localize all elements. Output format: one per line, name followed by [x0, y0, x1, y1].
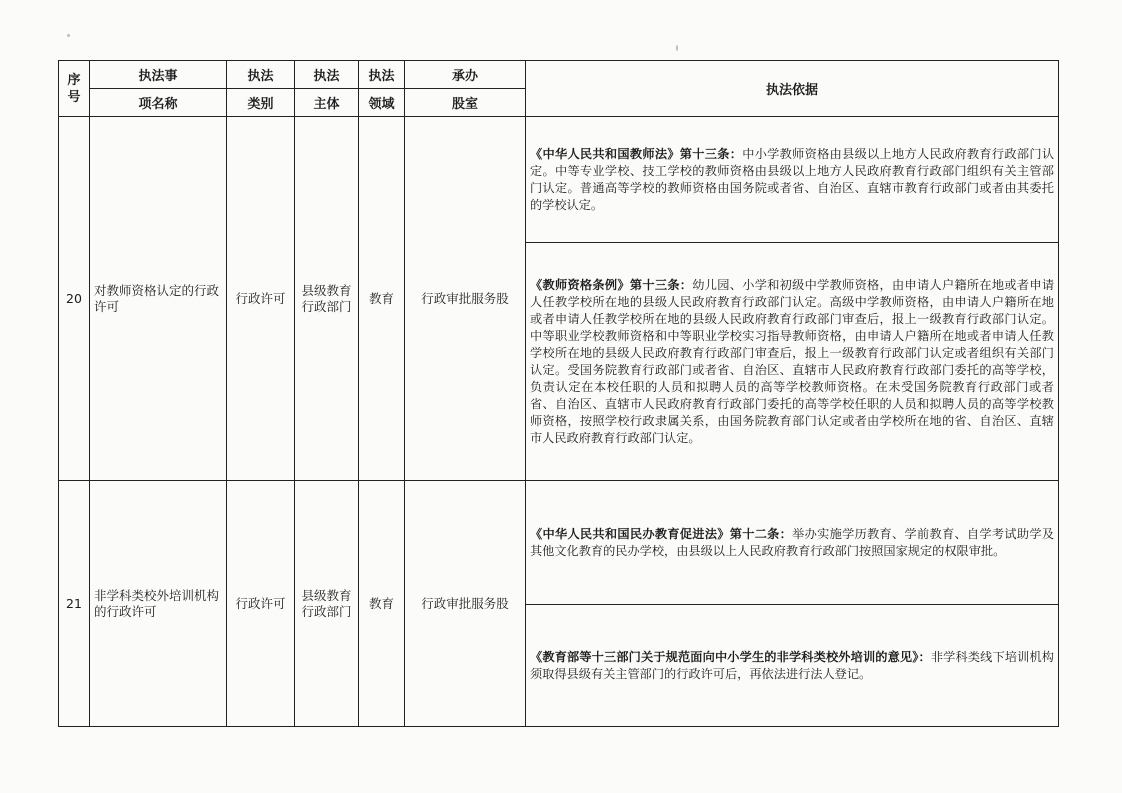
scan-speck	[67, 34, 70, 37]
row-category: 行政许可	[227, 481, 295, 727]
row-seq: 21	[59, 481, 90, 727]
basis-text: 中小学教师资格由县级以上地方人民政府教育行政部门认定。中等专业学校、技工学校的教师资格由县级以上地方人民政府教育行政部门组织有关主管部门认定。普通高等学校的教师资格由国务院或者省、自治区、直辖市教育行政部门或者由其委托的学校认定。	[530, 146, 1055, 212]
table-row	[59, 117, 1059, 243]
basis-text: 举办实施学历教育、学前教育、自学考试助学及其他文化教育的民办学校，由县级以上人民政府教育行政部门按照国家规定的权限审批。	[530, 526, 1055, 558]
header-seq-top: 序	[67, 72, 81, 88]
basis-clause	[526, 117, 1059, 243]
row-category: 行政许可	[227, 117, 295, 481]
basis-clause	[526, 481, 1059, 605]
row-seq: 20	[59, 117, 90, 481]
law-enforcement-table	[58, 60, 1059, 727]
row-subject: 县级教育行政部门	[295, 481, 359, 727]
row-dept: 行政审批服务股	[405, 481, 526, 727]
header-basis: 执法依据	[526, 61, 1059, 117]
header-dept-top: 承办	[405, 61, 526, 89]
header-dept-bottom: 股室	[405, 89, 526, 117]
header-item-top: 执法事	[90, 61, 227, 89]
row-dept: 行政审批服务股	[405, 117, 526, 481]
header-category-top: 执法	[227, 61, 295, 89]
header-item-bottom: 项名称	[90, 89, 227, 117]
basis-text: 非学科类线下培训机构须取得县级有关主管部门的行政许可后，再依法进行法人登记。	[530, 649, 1054, 681]
row-item-name: 对教师资格认定的行政许可	[90, 117, 227, 481]
basis-clause	[526, 243, 1059, 481]
row-field: 教育	[359, 117, 405, 481]
header-row-top	[59, 61, 1059, 89]
header-seq	[59, 61, 90, 117]
basis-clause	[526, 605, 1059, 727]
header-subject-top: 执法	[295, 61, 359, 89]
header-category-bottom: 类别	[227, 89, 295, 117]
row-field: 教育	[359, 481, 405, 727]
scan-speck	[676, 45, 678, 51]
table-row	[59, 481, 1059, 605]
header-subject-bottom: 主体	[295, 89, 359, 117]
header-seq-bottom: 号	[67, 89, 81, 105]
basis-law-name: 《教育部等十三部门关于规范面向中小学生的非学科类校外培训的意见》：	[530, 649, 931, 664]
basis-law-name: 《中华人民共和国民办教育促进法》第十二条：	[530, 526, 793, 541]
basis-law-name: 《中华人民共和国教师法》第十三条：	[530, 146, 743, 161]
header-field-top: 执法	[359, 61, 405, 89]
row-subject: 县级教育行政部门	[295, 117, 359, 481]
basis-law-name: 《教师资格条例》第十三条：	[530, 277, 693, 292]
header-field-bottom: 领域	[359, 89, 405, 117]
row-item-name: 非学科类校外培训机构的行政许可	[90, 481, 227, 727]
basis-text: 幼儿园、小学和初级中学教师资格，由申请人户籍所在地或者申请人任教学校所在地的县级人民政府教育行政部门认定。高级中学教师资格，由申请人户籍所在地或者申请人任教学校所在地的县级人民政府教育行政部门审查后，报上一级教育行政部门认定。中等职业学校教师资格和中等职业学校实习指导教师资格，由申请人户籍所在地或者申请人任教学校所在地的县级人民政府教育行政部门审查后，报上一级教育行政部门认定或者组织有关部门认定。受国务院教育行政部门或者省、自治区、直辖市人民政府教育行政部门委托的高等学校，负责认定在本校任职的人员和拟聘人员的高等学校教师资格。在未受国务院教育行政部门或者省、自治区、直辖市人民政府教育行政部门委托的高等学校任职的人员和拟聘人员的高等学校教师资格，按照学校行政隶属关系，由国务院教育部门认定或者由学校所在地的省、自治区、直辖市人民政府教育行政部门认定。	[530, 277, 1055, 445]
